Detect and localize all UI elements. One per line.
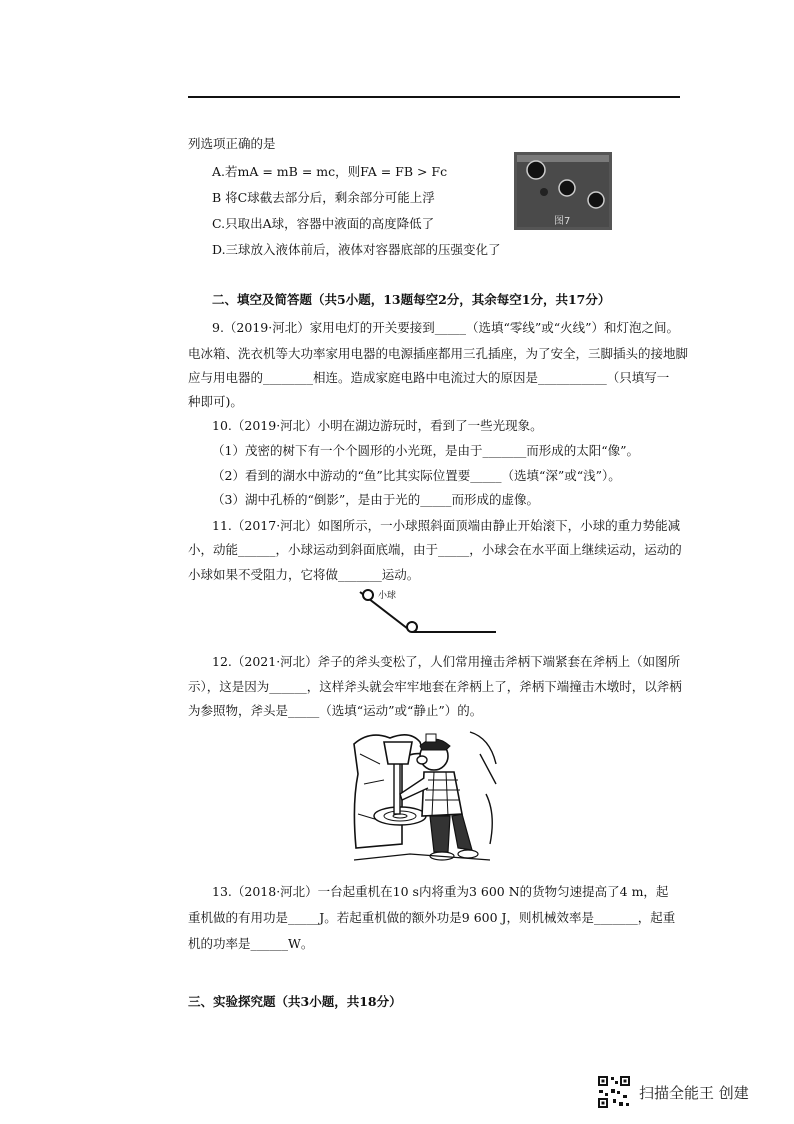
q10-part2: （2）看到的湖水中游动的“鱼”比其实际位置要_____（选填“深”或“浅”）。 <box>212 468 621 483</box>
q8-option-a: A.若mA = mB = mc，则FA = FB > Fc <box>212 164 448 179</box>
ball-c <box>588 192 604 208</box>
q13-line1: 13.（2018·河北）一台起重机在10 s内将重为3 600 N的货物匀速提高了4 m，起 <box>212 884 669 899</box>
section2-title: 二、填空及简答题（共5小题，13题每空2分，其余每空1分，共17分） <box>212 292 611 307</box>
q10-part3: （3）湖中孔桥的“倒影”，是由于光的_____而形成的虚像。 <box>212 492 539 507</box>
ball-a <box>527 161 545 179</box>
ball-top <box>363 590 373 600</box>
q11-line2: 小，动能______，小球运动到斜面底端，由于_____，小球会在水平面上继续运动，运动的 <box>188 542 682 557</box>
q10-part1: （1）茂密的树下有一个个圆形的小光斑，是由于_______而形成的太阳“像”。 <box>212 443 639 458</box>
q8-figure-balls-in-liquid <box>514 152 612 230</box>
q8-stem: 列选项正确的是 <box>188 136 276 151</box>
q9-line4: 种即可)。 <box>188 394 243 409</box>
qr-code-icon <box>597 1075 631 1109</box>
q12-line2: 示），这是因为______，这样斧头就会牢牢地套在斧柄上了，斧柄下端撞击木墩时，以斧柄 <box>188 679 682 694</box>
ball-b <box>559 180 575 196</box>
ball-bottom <box>407 622 417 632</box>
q9-line2: 电冰箱、洗衣机等大功率家用电器的电源插座都用三孔插座，为了安全，三脚插头的接地脚 <box>188 346 689 361</box>
q12-figure-axe-cartoon <box>350 724 498 864</box>
q9-line3: 应与用电器的________相连。造成家庭电路中电流过大的原因是___________（只填写一 <box>188 370 670 385</box>
q11-line1: 11.（2017·河北）如图所示，一小球照斜面顶端由静止开始滚下，小球的重力势能减 <box>212 518 681 533</box>
q12-line3: 为参照物，斧头是_____（选填“运动”或“静止”）的。 <box>188 703 483 718</box>
figure-label: 图7 <box>554 216 571 227</box>
q13-line3: 机的功率是______W。 <box>188 936 314 951</box>
q11-figure-incline <box>354 586 500 638</box>
q13-line2: 重机做的有用功是_____J。若起重机做的额外功是9 600 J，则机械效率是_______，起重 <box>188 910 676 925</box>
q8-option-c: C.只取出A球，容器中液面的高度降低了 <box>212 216 435 231</box>
ball-label: 小球 <box>378 591 397 601</box>
section3-title: 三、实验探究题（共3小题，共18分） <box>188 994 402 1009</box>
header-rule <box>188 96 680 98</box>
q10-stem: 10.（2019·河北）小明在湖边游玩时，看到了一些光现象。 <box>212 418 543 433</box>
q8-option-d: D.三球放入液体前后，液体对容器底部的压强变化了 <box>212 242 501 257</box>
q8-option-b: B 将C球截去部分后，剩余部分可能上浮 <box>212 190 435 205</box>
q9-line1: 9.（2019·河北）家用电灯的开关要接到_____（选填“零线”或“火线”）和灯泡之间。 <box>212 320 680 335</box>
q12-line1: 12.（2021·河北）斧子的斧头变松了，人们常用撞击斧柄下端紧套在斧柄上（如图所 <box>212 654 681 669</box>
q11-line3: 小球如果不受阻力，它将做_______运动。 <box>188 567 420 582</box>
scanner-watermark <box>597 1075 749 1109</box>
watermark-text: 扫描全能王 创建 <box>639 1083 749 1102</box>
